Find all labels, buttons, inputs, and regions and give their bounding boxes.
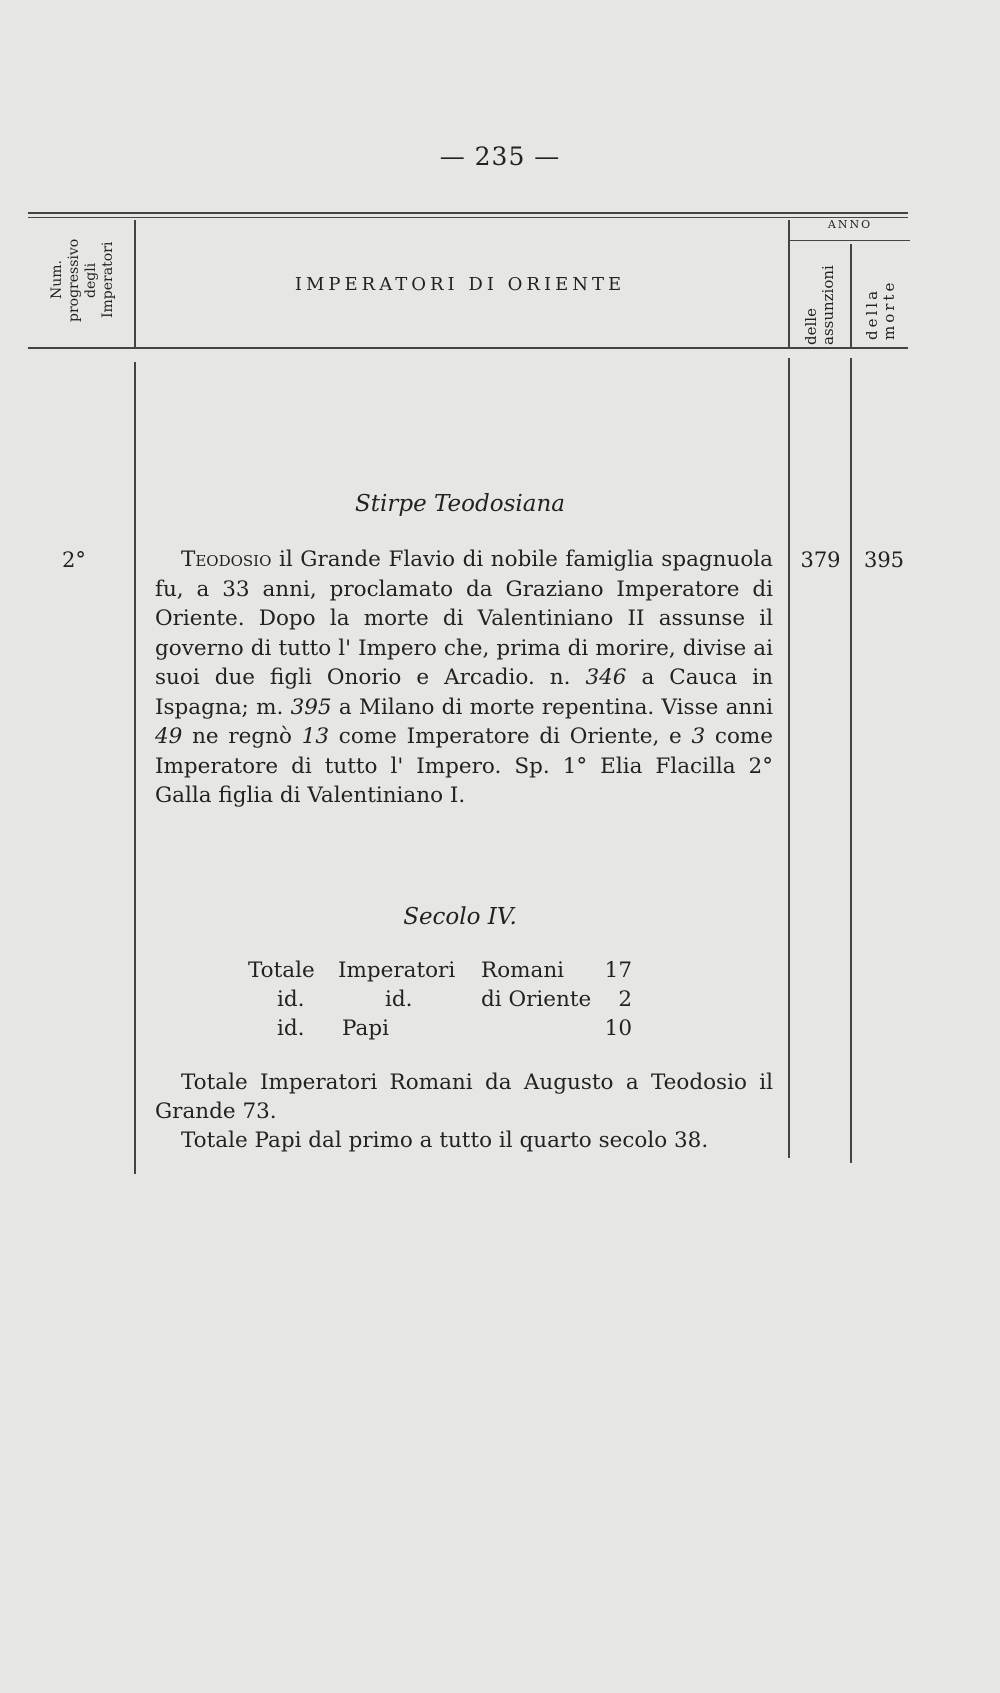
totals-cell: id. [277,987,305,1012]
entry-number: 2° [62,548,86,572]
totals-cell: id. [277,1016,305,1041]
top-rule [28,212,908,214]
birth-year: 346 [585,665,627,690]
header-assunzioni [790,245,850,345]
summary-line: Totale Papi dal primo a tutto il quarto secolo 38. [181,1128,709,1153]
header-num-line: Imperatori [99,241,116,319]
reign-oriente: 13 [301,724,330,749]
page-number: — 235 — [439,142,561,171]
totals-row [0,958,1000,988]
header-anno: ANNO [827,218,873,231]
header-num-line: degli [82,262,99,298]
header-morte-line: della [863,287,881,340]
totals-row [0,1016,1000,1046]
summary-line: Totale Imperatori Romani da Augusto a Teodosio il Grande 73. [155,1070,773,1124]
totals-cell: Totale [248,958,315,983]
death-year: 395 [290,694,332,720]
header-bottom-rule [28,347,908,349]
totals-cell: di Oriente [481,987,592,1012]
totals-value: 2 [618,987,632,1012]
totals-cell: Romani [481,958,565,983]
year-morte: 395 [863,548,905,572]
totals-cell: id. [385,987,413,1012]
body-col-line-1 [134,362,136,1174]
century-title: Secolo IV. [403,904,517,930]
totals-row [0,987,1000,1017]
anno-rule [790,240,910,241]
totals-cell: Papi [342,1016,389,1041]
totals-value: 17 [604,958,632,983]
entry-name: Teodosio [181,547,272,572]
header-assunzioni-line: delle [802,308,820,345]
header-num-line: progressivo [65,238,82,322]
header-title: IMPERATORI DI ORIENTE [294,274,626,295]
year-assunzione: 379 [800,548,841,572]
totals-cell: Imperatori [338,958,456,983]
summary-text [155,1068,773,1155]
reign-tutto: 3 [691,724,706,749]
header-morte-line: morte [880,279,898,340]
header-num-line: Num. [48,260,65,300]
entry-text: Teodosio il Grande Flavio di nobile famiglia spagnuola fu, a 33 anni, proclamato da Graziano Imperatore di Oriente. Dopo la morte di Valentiniano II assunse il governo di tutto l' Impero che, prima di morire, divise ai suoi due figli Onorio e Arcadio. n. 346 a Cauca in Ispagna; m. 395 a Milano di morte repentina. Visse anni 49 ne regnò 13 come Imperatore di Oriente, e 3 come Imperatore di tutto l' Impero. Sp. 1° Elia Flacilla 2° Galla figlia di Valentiniano I. [155,547,773,808]
header-assunzioni-line: assunzioni [819,265,837,345]
header-morte [852,250,910,340]
header-num-column [30,225,135,335]
age: 49 [155,724,183,749]
totals-value: 10 [604,1016,632,1041]
top-rule-2 [28,217,908,218]
section-title: Stirpe Teodosiana [355,491,565,517]
